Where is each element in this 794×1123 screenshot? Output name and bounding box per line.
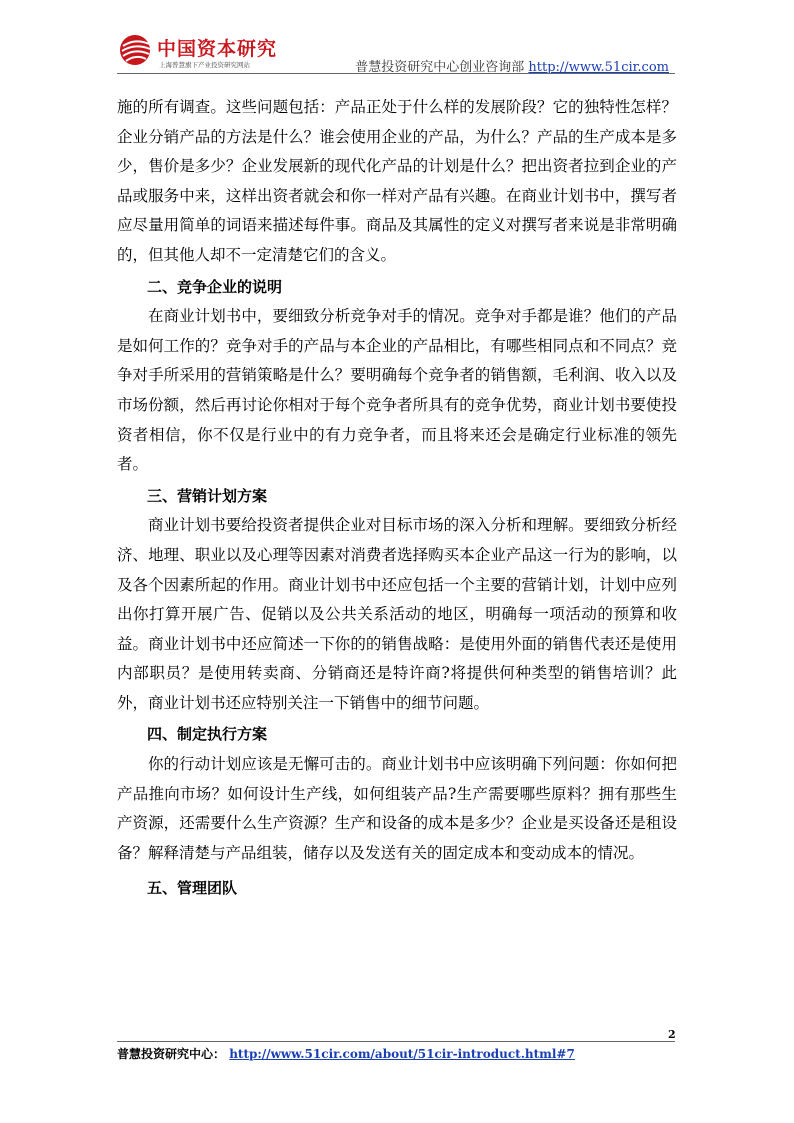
paragraph-execution: 你的行动计划应该是无懈可击的。商业计划书中应该明确下列问题：你如何把产品推向市场？如何设计生产线，如何组装产品?生产需要哪些原料？拥有那些生产资源，还需要什么生产资源？生产和设备的成本是多少？企业是买设备还是租设备？解释清楚与产品组装，储存以及发送有关的固定成本和变动成本的情况。 (117, 755, 677, 862)
document-body (117, 93, 677, 904)
footer-label: 普慧投资研究中心： (117, 1047, 226, 1061)
section-heading-execution: 四、制定执行方案 (147, 725, 268, 744)
section-heading-competitors: 二、竞争企业的说明 (147, 277, 283, 296)
footer-divider (117, 1041, 675, 1042)
page-footer (117, 1045, 575, 1062)
header-org-name: 普慧投资研究中心创业咨询部 (355, 60, 525, 75)
page-number: 2 (668, 1028, 676, 1041)
section-heading-marketing: 三、营销计划方案 (147, 486, 268, 505)
header-url-link[interactable]: http://www.51cir.com (528, 60, 669, 75)
header-divider (117, 73, 675, 74)
logo-title: 中国资本研究 (157, 38, 278, 60)
footer-url-link[interactable]: http://www.51cir.com/about/51cir-introduct.html#7 (229, 1047, 575, 1061)
brand-logo[interactable] (117, 32, 297, 72)
section-heading-management: 五、管理团队 (147, 879, 238, 898)
logo-subtitle: 上海普慧旗下产业投资研究网站 (159, 61, 250, 69)
logo-swirl-icon (117, 32, 157, 72)
paragraph-product: 施的所有调查。这些问题包括：产品正处于什么样的发展阶段？它的独特性怎样？企业分销产品的方法是什么？谁会使用企业的产品，为什么？产品的生产成本是多少，售价是多少？企业发展新的现代化产品的计划是什么？把出资者拉到企业的产品或服务中来，这样出资者就会和你一样对产品有兴趣。在商业计划书中，撰写者应尽量用简单的词语来描述每件事。商品及其属性的定义对撰写者来说是非常明确的，但其他人却不一定清楚它们的含义。 (117, 98, 677, 264)
page-header (0, 0, 794, 80)
paragraph-marketing: 商业计划书要给投资者提供企业对目标市场的深入分析和理解。要细致分析经济、地理、职业以及心理等因素对消费者选择购买本企业产品这一行为的影响，以及各个因素所起的作用。商业计划书中还应包括一个主要的营销计划，计划中应列出你打算开展广告、促销以及公共关系活动的地区，明确每一项活动的预算和收益。商业计划书中还应简述一下你的的销售战略：是使用外面的销售代表还是使用内部职员？是使用转卖商、分销商还是特许商?将提供何种类型的销售培训？此外，商业计划书还应特别关注一下销售中的细节问题。 (117, 516, 677, 712)
paragraph-competitors: 在商业计划书中，要细致分析竞争对手的情况。竞争对手都是谁？他们的产品是如何工作的？竞争对手的产品与本企业的产品相比，有哪些相同点和不同点？竞争对手所采用的营销策略是什么？要明确每个竞争者的销售额，毛利润、收入以及市场份额，然后再讨论你相对于每个竞争者所具有的竞争优势，商业计划书要使投资者相信，你不仅是行业中的有力竞争者，而且将来还会是确定行业标准的领先者。 (117, 307, 677, 474)
